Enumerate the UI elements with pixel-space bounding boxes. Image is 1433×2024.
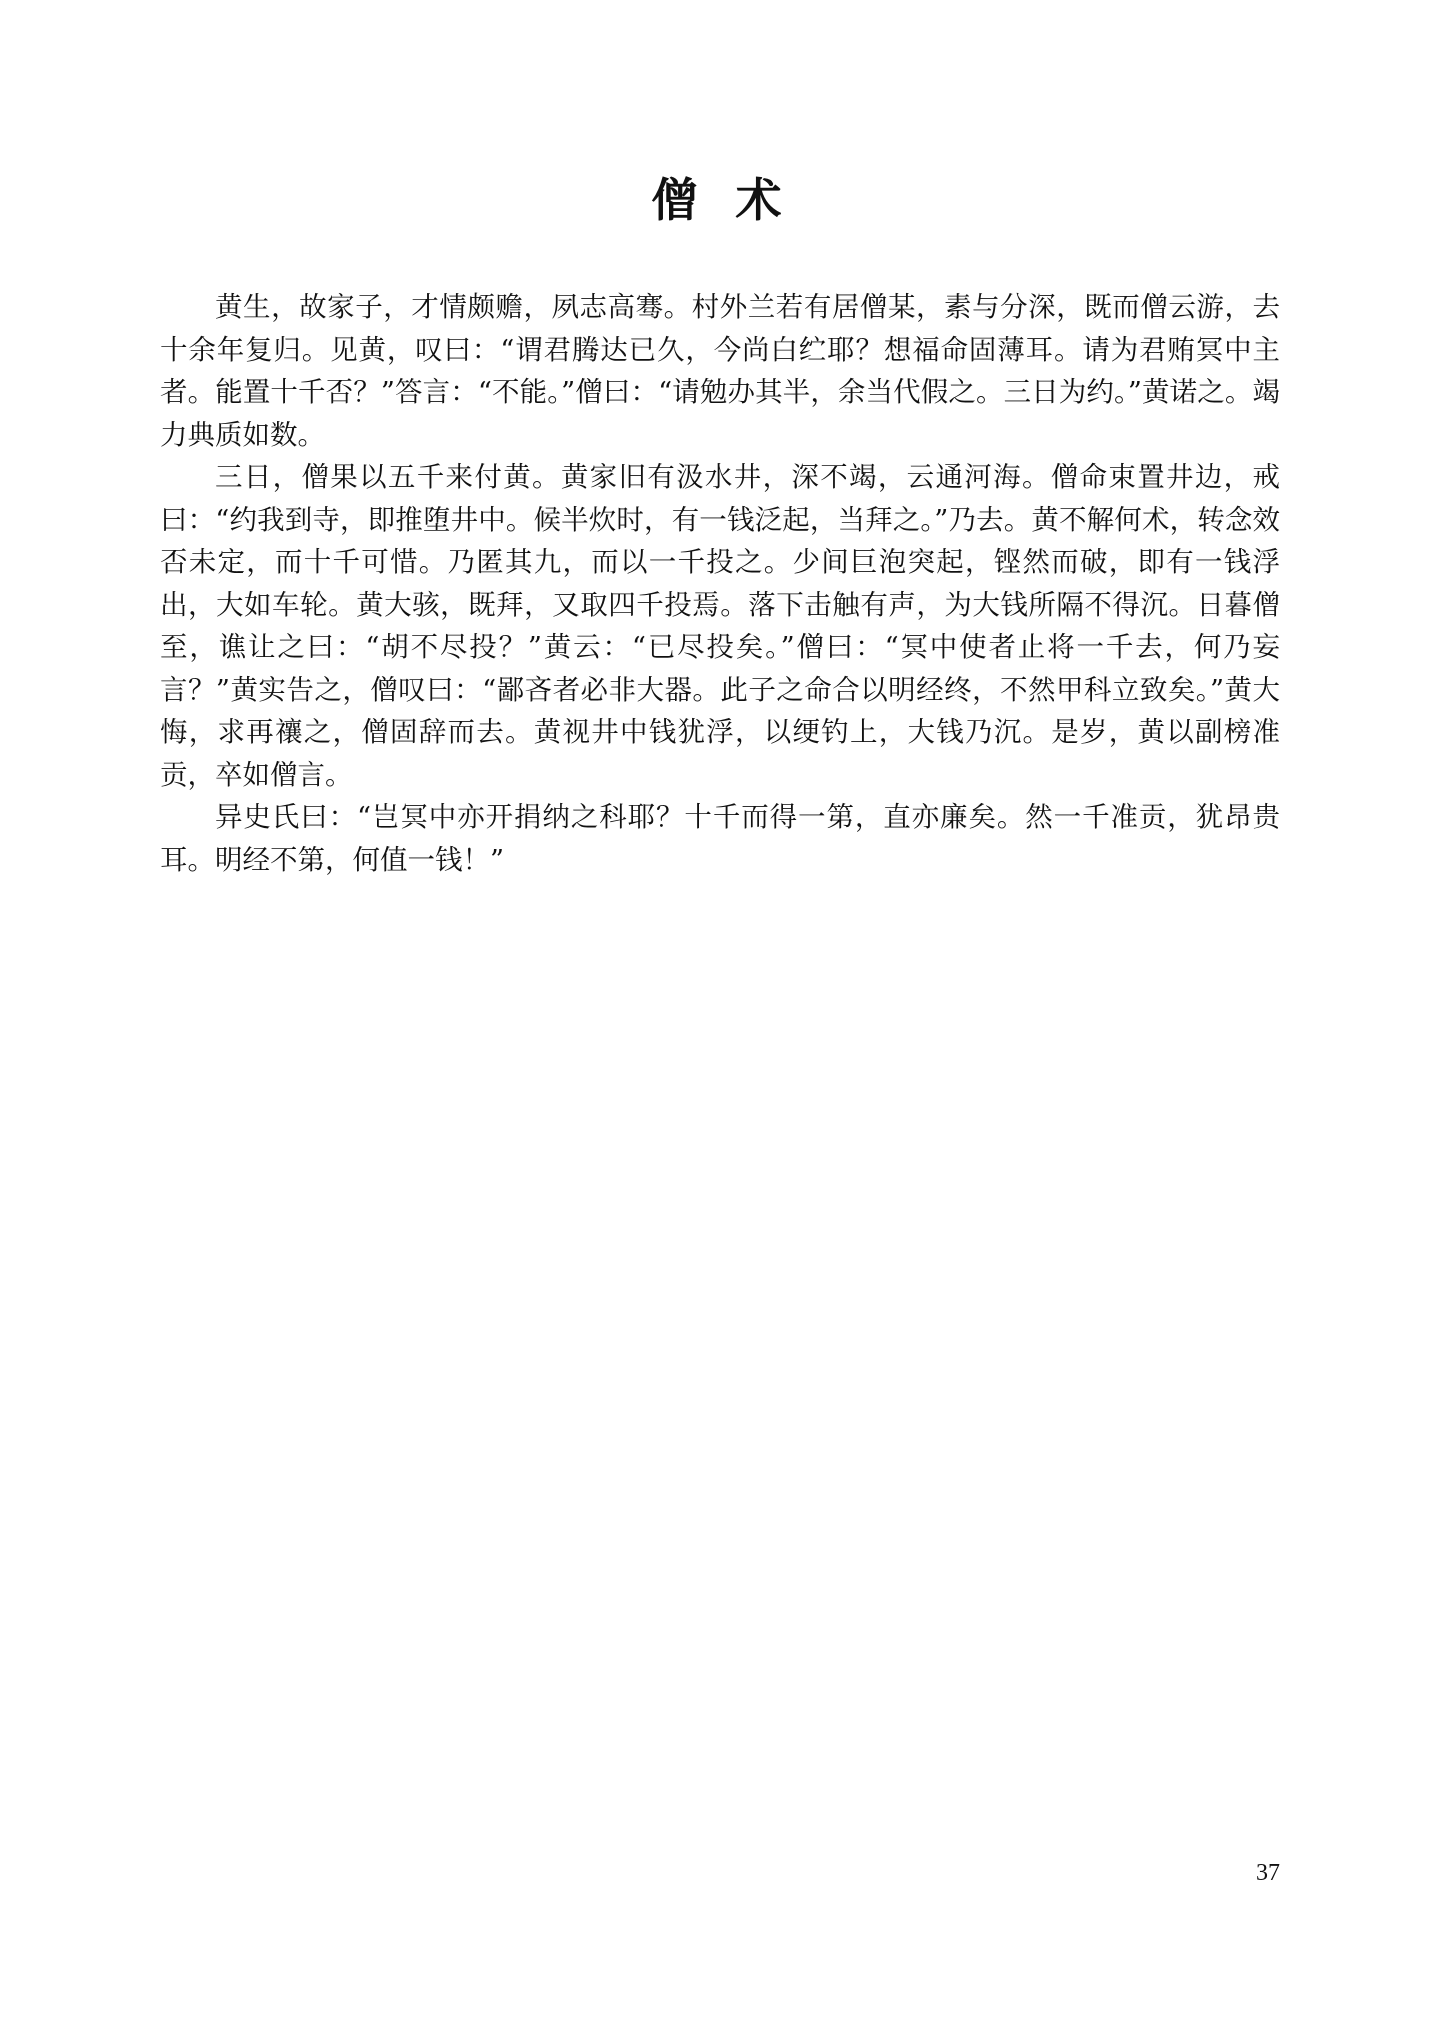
page-title: 僧术 — [651, 173, 820, 227]
page-number: 37 — [1256, 1860, 1280, 1886]
paragraph: 三日，僧果以五千来付黄。黄家旧有汲水井，深不竭，云通河海。僧命束置井边，戒曰：“约我到寺，即推堕井中。候半炊时，有一钱泛起，当拜之。”乃去。黄不解何术，转念效否未定，而十千可惜。乃匿其九，而以一千投之。少间巨泡突起，铿然而破，即有一钱浮出，大如车轮。黄大骇，既拜，又取四千投焉。落下击触有声，为大钱所隔不得沉。日暮僧至，谯让之曰：“胡不尽投？”黄云：“已尽投矣。”僧曰：“冥中使者止将一千去，何乃妄言？”黄实告之，僧叹曰：“鄙吝者必非大器。此子之命合以明经终，不然甲科立致矣。”黄大悔，求再禳之，僧固辞而去。黄视井中钱犹浮，以绠钓上，大钱乃沉。是岁，黄以副榜准贡，卒如僧言。 — [160, 461, 1280, 791]
body-text — [160, 286, 1280, 881]
paragraph: 异史氏曰：“岂冥中亦开捐纳之科耶？十千而得一第，直亦廉矣。然一千准贡，犹昂贵耳。明经不第，何值一钱！” — [160, 801, 1280, 876]
paragraph: 黄生，故家子，才情颇赡，夙志高骞。村外兰若有居僧某，素与分深，既而僧云游，去十余年复归。见黄，叹曰：“谓君腾达已久，今尚白纻耶？想福命固薄耳。请为君贿冥中主者。能置十千否？”答言：“不能。”僧曰：“请勉办其半，余当代假之。三日为约。”黄诺之。竭力典质如数。 — [160, 291, 1280, 451]
